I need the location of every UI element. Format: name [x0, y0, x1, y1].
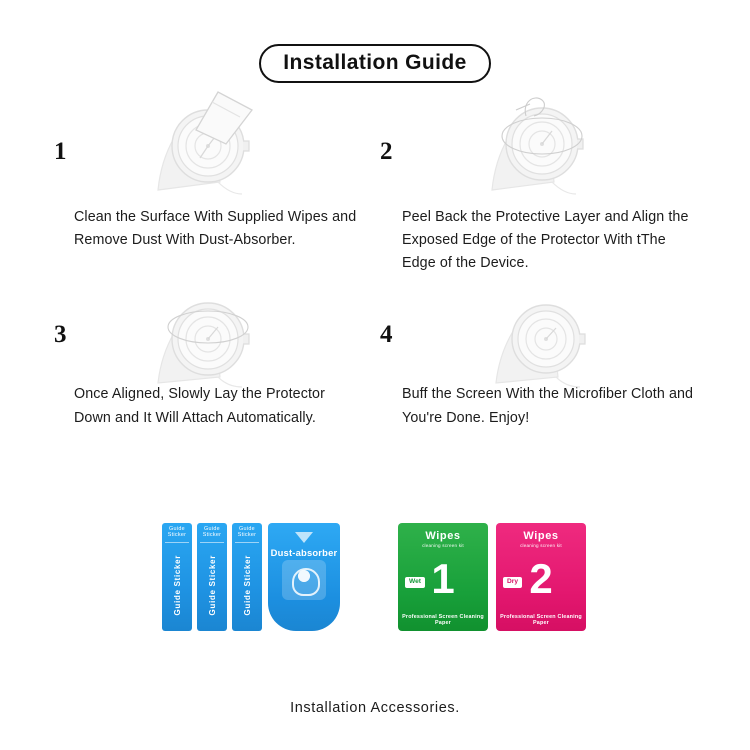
watch-with-peeling-film-icon — [430, 86, 680, 206]
steps-row-2 — [40, 279, 720, 429]
step-2-caption: Peel Back the Protective Layer and Align the Exposed Edge of the Protector With tThe Edge of the Device. — [402, 209, 689, 272]
step-2-illustration — [430, 86, 680, 206]
step-1-caption: Clean the Surface With Supplied Wipes and Remove Dust With Dust-Absorber. — [74, 209, 357, 249]
guide-sticker-3-top-text: Guide Sticker — [235, 523, 259, 543]
wipe-wet-packet — [398, 523, 488, 631]
step-2 — [380, 86, 720, 275]
step-1-number: 1 — [54, 138, 67, 165]
wipe-dry-footer: Professional Screen Cleaning Paper — [500, 614, 582, 626]
step-3-number: 3 — [54, 321, 67, 349]
guide-sticker-3 — [232, 523, 262, 631]
step-4-illustration — [430, 279, 680, 383]
wipe-dry-packet — [496, 523, 586, 631]
watch-buffed-icon — [430, 279, 680, 399]
step-4 — [380, 279, 720, 429]
step-4-number: 4 — [380, 321, 393, 349]
steps-row-1 — [40, 86, 720, 275]
wipe-dry-subtitle: cleaning screen kit — [520, 543, 562, 548]
step-1 — [40, 86, 380, 275]
page-title: Installation Guide — [259, 44, 490, 83]
guide-sticker-2 — [197, 523, 227, 631]
hand-icon — [282, 560, 326, 600]
wipe-dry-tag: Dry — [503, 577, 522, 588]
wipe-dry-title: Wipes — [523, 530, 559, 542]
wipe-wet-title: Wipes — [425, 530, 461, 542]
guide-sticker-3-label: Guide Sticker — [242, 554, 252, 616]
footer-note: Installation Accessories. — [290, 700, 460, 716]
step-4-caption: Buff the Screen With the Microfiber Cloth and You're Done. Enjoy! — [402, 386, 694, 426]
guide-sticker-1-top-text: Guide Sticker — [165, 523, 189, 543]
wipe-wet-subtitle: cleaning screen kit — [422, 543, 464, 548]
accessories-illustration — [0, 505, 750, 655]
steps-grid — [40, 86, 720, 430]
step-3-illustration — [100, 279, 350, 383]
watch-with-wipe-icon — [100, 86, 350, 206]
guide-sticker-1 — [162, 523, 192, 631]
triangle-icon — [295, 532, 313, 543]
wipe-wet-tag: Wet — [405, 577, 425, 588]
wipes-set — [398, 523, 588, 637]
step-3 — [40, 279, 380, 429]
wipe-wet-footer: Professional Screen Cleaning Paper — [402, 614, 484, 626]
guide-sticker-2-label: Guide Sticker — [207, 554, 217, 616]
step-3-caption: Once Aligned, Slowly Lay the Protector Down and It Will Attach Automatically. — [74, 386, 325, 426]
guide-sticker-1-label: Guide Sticker — [172, 554, 182, 616]
wipe-dry-number: 2 — [529, 555, 553, 602]
step-2-number: 2 — [380, 138, 393, 165]
watch-with-protector-icon — [100, 279, 350, 399]
guide-sticker-2-top-text: Guide Sticker — [200, 523, 224, 543]
step-1-illustration — [100, 86, 350, 206]
dust-absorber-label: Dust-absorber — [270, 547, 338, 558]
dust-absorber-pack — [162, 523, 340, 637]
dust-absorber-card — [268, 523, 340, 631]
wipe-wet-number: 1 — [431, 555, 455, 602]
page-title-container — [0, 44, 750, 83]
